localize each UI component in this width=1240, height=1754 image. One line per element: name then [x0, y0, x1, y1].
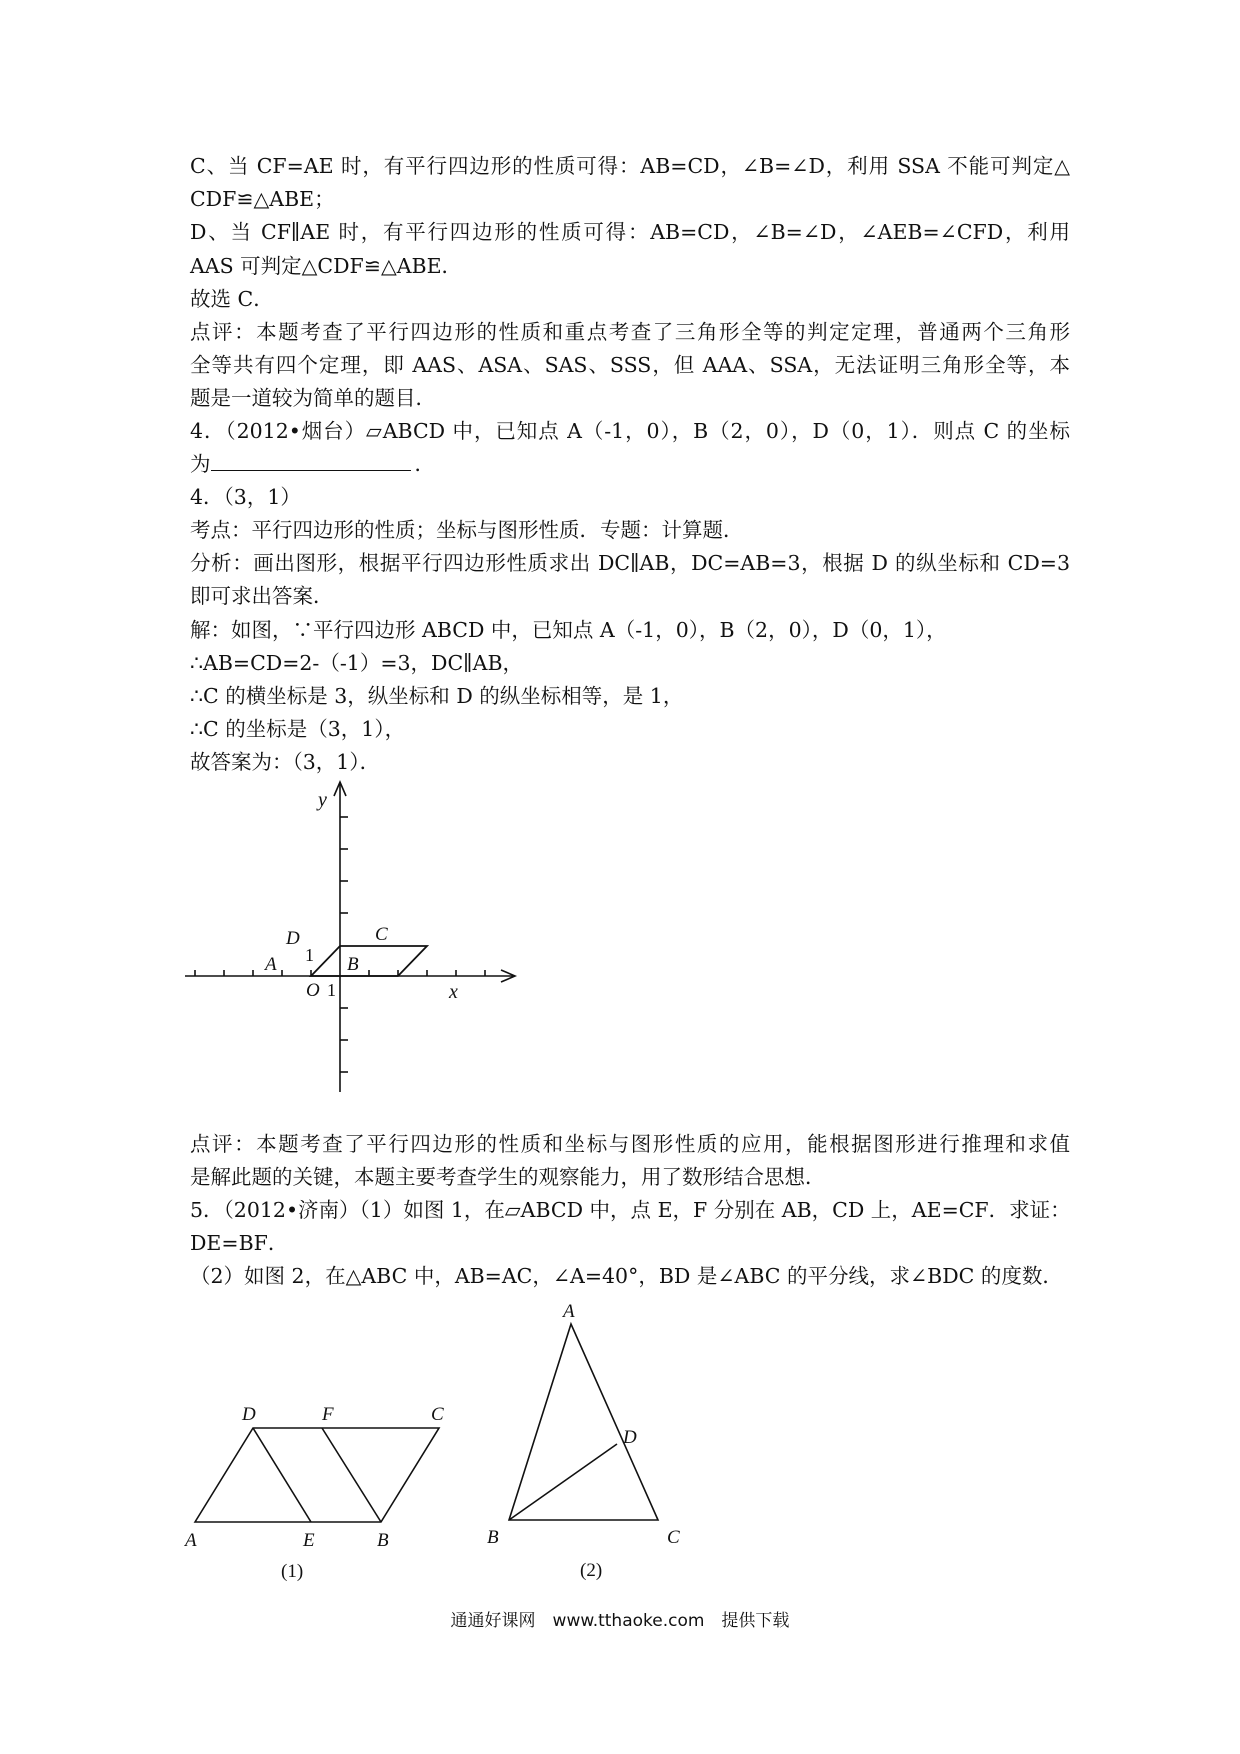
text-line: 点评：本题考查了平行四边形的性质和坐标与图形性质的应用，能根据图形进行推理和求值 — [190, 1132, 1070, 1156]
label-f: F — [322, 1404, 334, 1425]
label-c: C — [667, 1527, 680, 1548]
label-x: x — [449, 981, 458, 1003]
text-line: ∴C 的坐标是（3，1）， — [190, 717, 406, 741]
figure-2-caption: (2) — [580, 1560, 603, 1581]
question-5: 5．（2012•济南）（1）如图 1，在▱ABCD 中，点 E，F 分别在 AB，CD 上，AE=CF．求证： — [190, 1198, 1071, 1222]
label-b: B — [487, 1527, 499, 1548]
text-line: 点评：本题考查了平行四边形的性质和重点考查了三角形全等的判定定理，普通两个三角形 — [190, 320, 1070, 344]
label-a: A — [265, 954, 277, 975]
answer-blank — [211, 448, 411, 471]
answer-blank-line — [190, 448, 1070, 480]
answer-4: 4．（3，1） — [190, 485, 301, 509]
segment-de — [253, 1428, 311, 1522]
label-origin: O — [306, 980, 320, 1001]
text-fragment: 为 — [190, 452, 211, 476]
text-line: ∴AB=CD=2-（-1）=3，DC∥AB， — [190, 651, 524, 675]
label-d: D — [242, 1404, 256, 1425]
label-e: E — [303, 1530, 315, 1551]
text-line: （2）如图 2，在△ABC 中，AB=AC，∠A=40°，BD 是∠ABC 的平分线，求∠BDC 的度数． — [190, 1264, 1063, 1288]
label-y: y — [318, 789, 327, 811]
text-line: D、当 CF∥AE 时，有平行四边形的性质可得：AB=CD，∠B=∠D，∠AEB=∠CFD，利用 — [190, 220, 1070, 244]
text-line: 考点：平行四边形的性质；坐标与图形性质．专题：计算题． — [190, 518, 744, 542]
figure-1 — [185, 1395, 460, 1585]
text-line: ∴C 的横坐标是 3，纵坐标和 D 的纵坐标相等，是 1， — [190, 684, 684, 708]
label-a: A — [185, 1530, 197, 1551]
text-line: DE=BF． — [190, 1231, 289, 1255]
label-c: C — [375, 924, 388, 945]
y-ticks — [340, 817, 348, 1072]
segment-bd — [509, 1444, 617, 1520]
parallelogram-abcd — [195, 1428, 439, 1522]
text-fragment: ． — [414, 452, 435, 476]
figure-1-caption: (1) — [281, 1561, 304, 1582]
text-line: 即可求出答案． — [190, 584, 334, 608]
label-a: A — [563, 1301, 575, 1322]
coordinate-figure — [185, 770, 525, 1100]
text-line: 故答案为：（3，1）． — [190, 750, 381, 774]
text-line: 解：如图，∵平行四边形 ABCD 中，已知点 A（-1，0），B（2，0），D（0，1）， — [190, 618, 947, 642]
label-c: C — [431, 1404, 444, 1425]
text-line: 故选 C． — [190, 287, 274, 311]
triangle-abc — [509, 1324, 658, 1520]
page-footer: 通通好课网 www.tthaoke.com 提供下载 — [450, 1611, 790, 1631]
text-line: 全等共有四个定理，即 AAS、ASA、SAS、SSS，但 AAA、SSA，无法证明三角形全等，本 — [190, 353, 1070, 377]
text-line: CDF≌△ABE； — [190, 187, 335, 211]
label-b: B — [347, 954, 359, 975]
text-line: 分析：画出图形，根据平行四边形性质求出 DC∥AB，DC=AB=3，根据 D 的纵坐标和 CD=3 — [190, 551, 1070, 575]
label-one-x: 1 — [327, 980, 336, 1000]
figure-2 — [475, 1290, 705, 1590]
label-one-y: 1 — [305, 945, 314, 965]
label-b: B — [377, 1530, 389, 1551]
text-line: AAS 可判定△CDF≌△ABE． — [190, 254, 463, 278]
text-line: 题是一道较为简单的题目． — [190, 386, 436, 410]
segment-fb — [322, 1428, 381, 1522]
text-line: 是解此题的关键，本题主要考查学生的观察能力，用了数形结合思想． — [190, 1165, 826, 1189]
label-d: D — [286, 928, 300, 949]
text-line: C、当 CF=AE 时，有平行四边形的性质可得：AB=CD，∠B=∠D，利用 SSA 不能可判定△ — [190, 154, 1070, 178]
question-4: 4．（2012•烟台）▱ABCD 中，已知点 A（-1，0），B（2，0），D（0，1）．则点 C 的坐标 — [190, 419, 1070, 443]
label-d: D — [623, 1427, 637, 1448]
